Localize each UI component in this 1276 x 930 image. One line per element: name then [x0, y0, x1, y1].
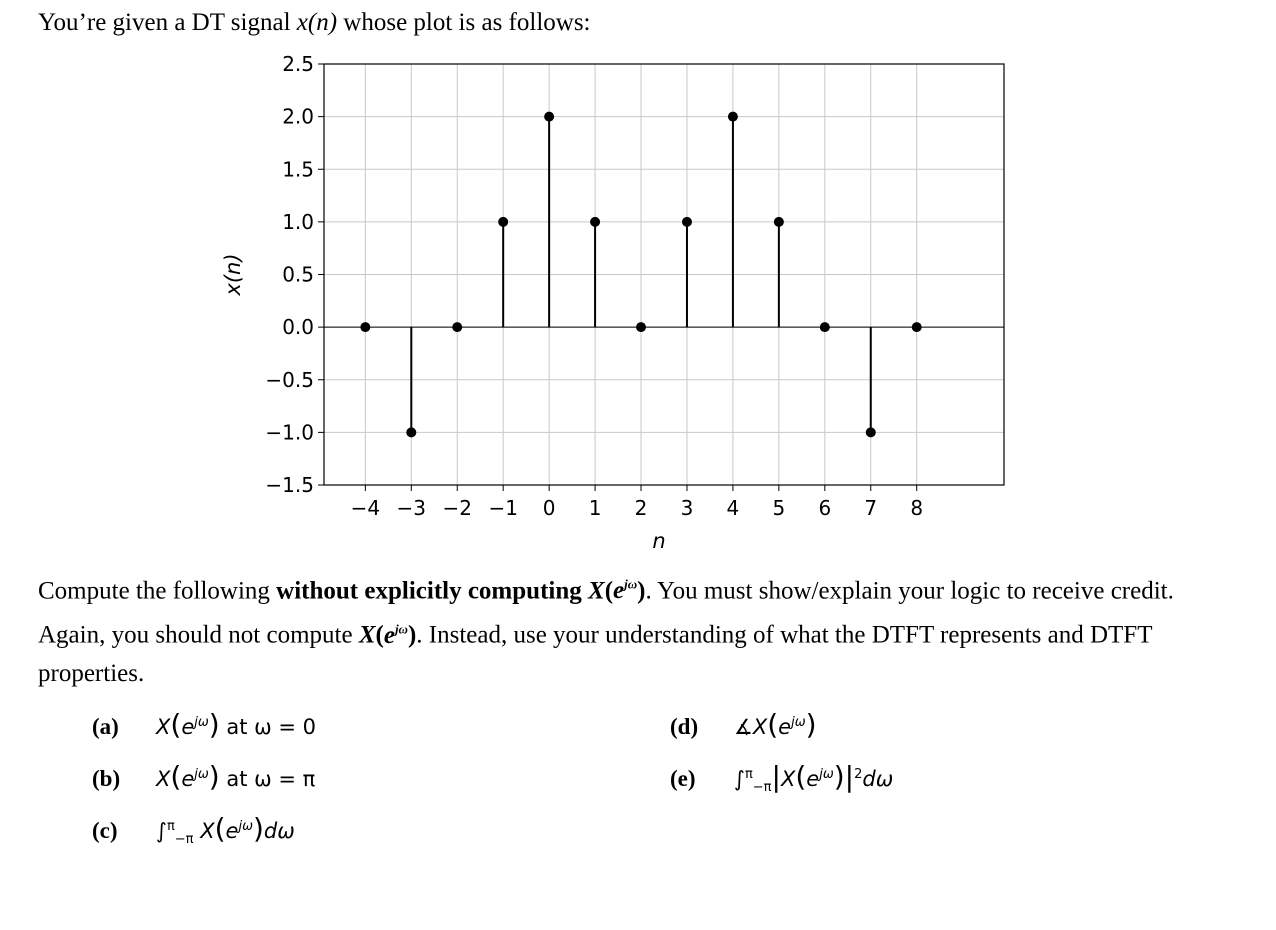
grid-lines [324, 64, 1004, 485]
question-e-label: (e) [670, 766, 696, 791]
y-tick-label: 0.5 [282, 262, 314, 287]
question-b: (b) $X(e^{j\omega})$ at ω = π [92, 760, 316, 793]
x-tick-label: 0 [542, 496, 556, 520]
x-tick-label: 2 [634, 496, 648, 520]
stem-marker [820, 322, 830, 332]
stem-marker [360, 322, 370, 332]
question-a-suffix: at ω = 0 [219, 715, 317, 739]
x-tick-label: 5 [772, 496, 786, 520]
x-tick-label: −3 [396, 496, 427, 520]
question-b-label: (b) [92, 766, 121, 791]
y-tick-label: 0.0 [282, 315, 314, 340]
y-tick-label: −0.5 [265, 367, 314, 392]
stem-marker [682, 217, 692, 227]
stem-marker [728, 112, 738, 122]
question-a-label: (a) [92, 714, 119, 739]
question-b-suffix: at ω = π [219, 767, 316, 791]
intro-before: You’re given a DT signal [38, 9, 297, 36]
x-tick-label: −2 [442, 496, 472, 520]
stem-marker [774, 217, 784, 227]
stem-marker [590, 217, 600, 227]
para-part-3: . Instead, use your understanding of what the DTFT represents and DTFT properties. [38, 621, 1153, 687]
x-tick-label: 3 [680, 496, 694, 520]
x-tick-label: 8 [910, 496, 924, 520]
x-tick-label: 7 [864, 496, 878, 520]
x-tick-label: −4 [350, 496, 381, 520]
question-a: (a) $X(e^{j\omega})$ at ω = 0 [92, 708, 317, 741]
question-c-label: (c) [92, 818, 118, 843]
question-d-label: (d) [670, 714, 699, 739]
para-part-2: . You must show/explain your logic to receive credit. Again, you should not compute [38, 577, 1174, 649]
para-bold: without explicitly computing [276, 577, 588, 605]
question-d: (d) $∡X(e^{j\omega})$ [670, 708, 817, 741]
stem-marker [406, 427, 416, 437]
x-tick-label: −1 [488, 496, 518, 520]
intro-math: x(n) [296, 9, 338, 36]
instructions-paragraph: Compute the following without explicitly computing $X(e^{j\omega})$. You must show/explain your logic to receive credit. Again, you should not compute $X(e^{j\omega})$. Instead, use your understanding of what the DTFT represents and DTFT properties. [38, 577, 1174, 687]
y-tick-label: 1.0 [282, 209, 314, 234]
stem-marker [866, 427, 876, 437]
x-axis-label: n [652, 529, 666, 553]
intro-text [38, 6, 591, 40]
question-c: (c) ∫$^\pi_{-\pi}$ $X(e^{j\omega})d\omega$ [92, 812, 295, 848]
stem-marker [912, 322, 922, 332]
intro-after: whose plot is as follows: [337, 9, 591, 36]
y-ticks [265, 52, 324, 497]
stem-plot [210, 48, 1020, 558]
x-ticks [351, 485, 923, 520]
y-tick-label: −1.5 [265, 473, 314, 497]
question-e: (e) $\int^\pi_{-\pi}|X(e^{j\omega})|^2d\omega$ [670, 760, 894, 796]
para-part-1: Compute the following [38, 577, 277, 605]
y-tick-label: 2.5 [282, 52, 314, 76]
stem-marker [544, 112, 554, 122]
y-axis-label: x(n) [221, 253, 245, 296]
x-tick-label: 1 [588, 496, 602, 520]
x-tick-label: 4 [726, 496, 740, 520]
y-tick-label: −1.0 [265, 420, 314, 445]
y-tick-label: 2.0 [282, 104, 314, 129]
stem-marker [636, 322, 646, 332]
x-tick-label: 6 [818, 496, 832, 520]
y-tick-label: 1.5 [282, 157, 314, 182]
stem-marker [452, 322, 462, 332]
stem-marker [498, 217, 508, 227]
